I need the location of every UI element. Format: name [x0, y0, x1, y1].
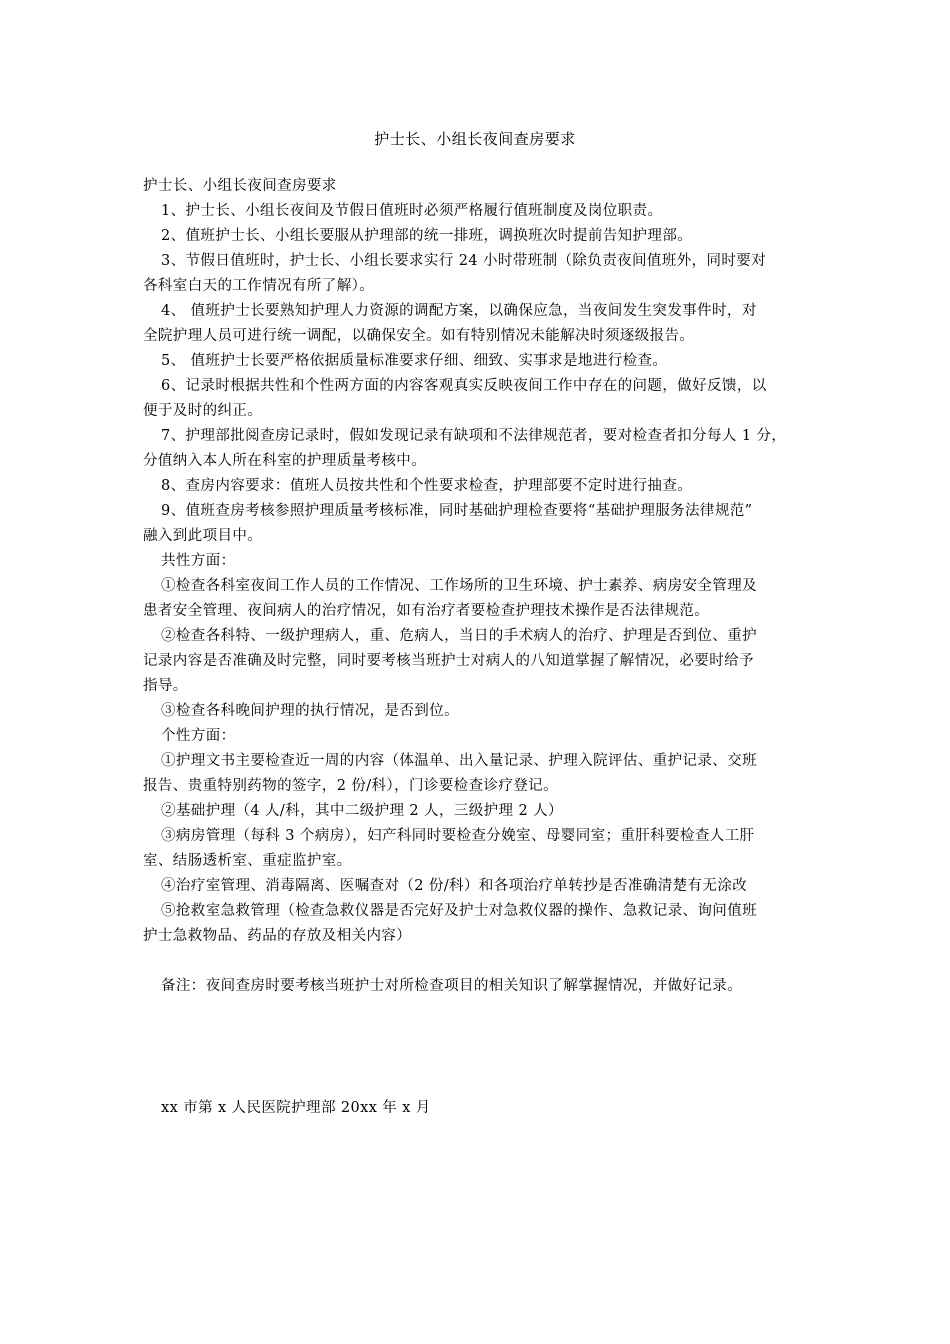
document-line: 5、 值班护士长要严格依据质量标准要求仔细、细致、实事求是地进行检查。: [161, 353, 668, 369]
document-line: 记录内容是否准确及时完整，同时要考核当班护士对病人的八知道掌握了解情况，必要时给予: [143, 653, 754, 669]
document-line: ③病房管理（每科 3 个病房），妇产科同时要检查分娩室、母婴同室；重肝科要检查人工肝: [161, 828, 755, 844]
document-line: ②基础护理（4 人/科，其中二级护理 2 人，三级护理 2 人）: [161, 803, 563, 819]
document-title: 护士长、小组长夜间查房要求: [374, 130, 576, 148]
document-line: 患者安全管理、夜间病人的治疗情况，如有治疗者要检查护理技术操作是否法律规范。: [143, 603, 710, 619]
document-line: ①护理文书主要检查近一周的内容（体温单、出入量记录、护理入院评估、重护记录、交班: [161, 753, 757, 769]
document-line: 个性方面：: [161, 728, 236, 744]
document-line: 便于及时的纠正。: [143, 403, 263, 419]
document-line: 4、 值班护士长要熟知护理人力资源的调配方案，以确保应急，当夜间发生突发事件时，对: [161, 303, 757, 319]
document-line: 2、值班护士长、小组长要服从护理部的统一排班，调换班次时提前告知护理部。: [161, 228, 693, 244]
document-line: ②检查各科特、一级护理病人，重、危病人，当日的手术病人的治疗、护理是否到位、重护: [161, 628, 757, 644]
document-line: 7、护理部批阅查房记录时，假如发现记录有缺项和不法律规范者，要对检查者扣分每人 1 分，: [161, 428, 787, 444]
document-line: ①检查各科室夜间工作人员的工作情况、工作场所的卫生环境、护士素养、病房安全管理及: [161, 578, 757, 594]
document-line: 报告、贵重特别药物的签字，2 份/科），门诊要检查诊疗登记。: [143, 778, 558, 794]
document-line: ④治疗室管理、消毒隔离、医嘱查对（2 份/科）和各项治疗单转抄是否准确清楚有无涂改: [161, 878, 748, 894]
document-footer: xx 市第 x 人民医院护理部 20xx 年 x 月: [161, 1100, 431, 1116]
document-line: 护士长、小组长夜间查房要求: [143, 178, 337, 194]
document-line: 8、查房内容要求：值班人员按共性和个性要求检查，护理部要不定时进行抽查。: [161, 478, 693, 494]
document-line: 各科室白天的工作情况有所了解）。: [143, 278, 375, 294]
document-line: 共性方面：: [161, 553, 236, 569]
document-line: 1、护士长、小组长夜间及节假日值班时必须严格履行值班制度及岗位职责。: [161, 203, 663, 219]
document-line: 6、记录时根据共性和个性两方面的内容客观真实反映夜间工作中存在的问题，做好反馈，以: [161, 378, 767, 394]
document-line: 融入到此项目中。: [143, 528, 263, 544]
document-note: 备注：夜间查房时要考核当班护士对所检查项目的相关知识了解掌握情况，并做好记录。: [161, 978, 743, 994]
document-line: ⑤抢救室急救管理（检查急救仪器是否完好及护士对急救仪器的操作、急救记录、询问值班: [161, 903, 757, 919]
document-line: ③检查各科晚间护理的执行情况，是否到位。: [161, 703, 459, 719]
document-line: 全院护理人员可进行统一调配，以确保安全。如有特别情况未能解决时须逐级报告。: [143, 328, 695, 344]
document-line: 室、结肠透析室、重症监护室。: [143, 853, 352, 869]
document-line: 指导。: [143, 678, 188, 694]
document-line: 9、值班查房考核参照护理质量考核标准，同时基础护理检查要将“基础护理服务法律规范”: [161, 503, 753, 519]
document-line: 3、节假日值班时，护士长、小组长要求实行 24 小时带班制（除负责夜间值班外，同时要对: [161, 253, 767, 269]
blank-line: [143, 949, 808, 974]
document-line: 分值纳入本人所在科室的护理质量考核中。: [143, 453, 427, 469]
document-line: 护士急救物品、药品的存放及相关内容）: [143, 928, 412, 944]
document-body: [143, 174, 808, 999]
